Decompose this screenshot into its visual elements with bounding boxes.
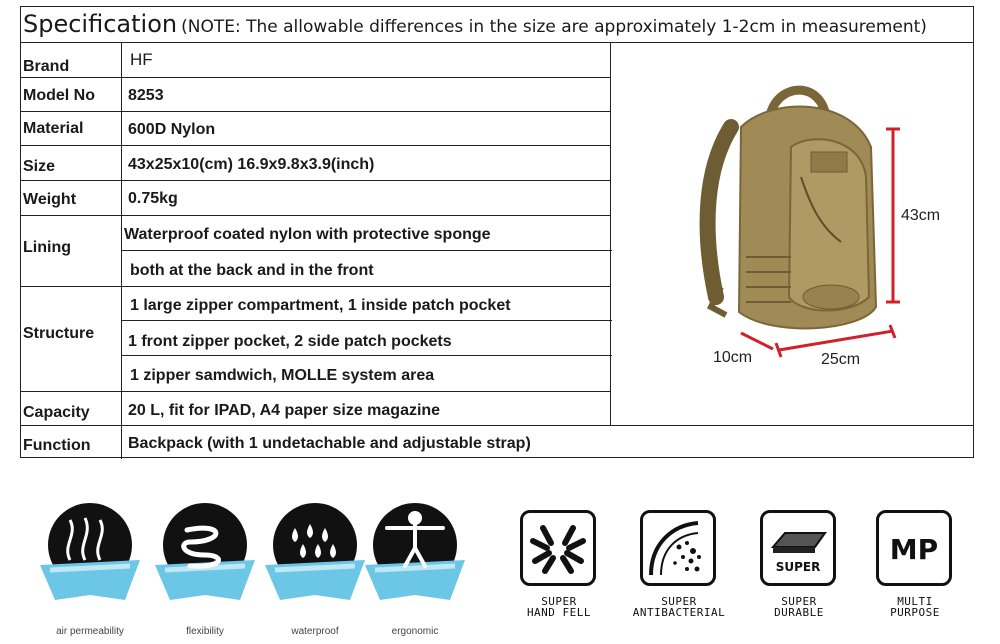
spec-header [21,7,973,43]
badge-box [760,510,836,586]
spec-table [21,42,611,425]
spec-label: Lining [23,239,71,256]
spec-value-line: 1 zipper samdwich, MOLLE system area [130,367,435,384]
spec-value-line: both at the back and in the front [130,262,374,279]
badge-multi-purpose [870,510,960,628]
spec-row-structure [21,286,611,391]
feature-flexibility [145,500,265,640]
badge-line2: DURABLE [774,606,824,619]
badge-caption [624,596,734,618]
spec-value: 20 L, fit for IPAD, A4 paper size magazine [121,391,611,425]
mp-inner-text: MP [889,533,939,566]
spec-label: Brand [23,58,70,75]
product-image [621,57,971,387]
spec-value-line: 1 front zipper pocket, 2 side patch pockets [128,333,452,350]
spec-sheet [20,6,974,458]
spec-value: 0.75kg [121,180,611,215]
spec-label: Size [23,158,56,175]
dimension-height: 43cm [901,207,941,224]
badge-box [876,510,952,586]
air-permeability-icon [30,500,150,610]
feature-caption: waterproof [291,626,339,637]
spec-label: Model No [23,87,95,104]
badge-line2: PURPOSE [890,606,940,619]
multi-purpose-icon [879,513,949,583]
antibacterial-icon [643,513,713,583]
durable-inner-text: SUPER [775,560,821,574]
feature-caption: air permeability [56,626,124,637]
spec-label: Material [23,120,84,137]
spec-value: 600D Nylon [121,111,611,145]
spec-value: 8253 [121,77,611,111]
spec-value: HF [121,42,611,77]
spec-value-line: Waterproof coated nylon with protective sponge [124,226,491,243]
ergonomic-icon [355,500,475,610]
badge-box [640,510,716,586]
spec-value-block [121,215,611,286]
dimension-depth: 10cm [713,349,753,366]
badge-antibacterial [634,510,724,628]
spec-title: Specification [23,10,178,38]
badge-line1: SUPER [781,595,817,608]
spec-label: Structure [23,325,95,342]
badge-box [520,510,596,586]
hand-feel-icon [523,513,593,583]
dimension-width: 25cm [821,351,861,368]
spec-value: Backpack (with 1 undetachable and adjustable strap) [121,425,973,459]
badge-line1: MULTI [897,595,933,608]
spec-row-model [21,77,611,111]
flexibility-icon [145,500,265,610]
badge-caption [744,596,854,618]
spec-label: Function [23,437,91,454]
spec-row-capacity [21,391,611,425]
spec-row-function [21,425,973,459]
feature-caption: flexibility [186,626,224,637]
spec-value-line: 1 large zipper compartment, 1 inside patch pocket [130,297,511,314]
spec-label: Capacity [23,404,90,421]
spec-value: 43x25x10(cm) 16.9x9.8x3.9(inch) [121,145,611,180]
spec-row-weight [21,180,611,215]
badge-hand-feel [514,510,604,628]
badge-durable [754,510,844,628]
spec-note: (NOTE: The allowable differences in the size are approximately 1-2cm in measurement) [181,17,927,37]
spec-value-block [121,286,611,391]
durable-icon [763,513,833,583]
badge-caption [504,596,614,618]
spec-row-brand [21,42,611,77]
spec-row-size [21,145,611,180]
feature-air-permeability [30,500,150,640]
spec-row-material [21,111,611,145]
badge-line1: SUPER [541,595,577,608]
feature-ergonomic [355,500,475,640]
badge-line2: ANTIBACTERIAL [632,606,726,619]
spec-label: Weight [23,191,77,208]
spec-row-lining [21,215,611,286]
feature-caption: ergonomic [391,626,439,637]
badge-line1: SUPER [661,595,697,608]
badge-caption [860,596,970,618]
badge-line2: HAND FELL [526,606,592,619]
